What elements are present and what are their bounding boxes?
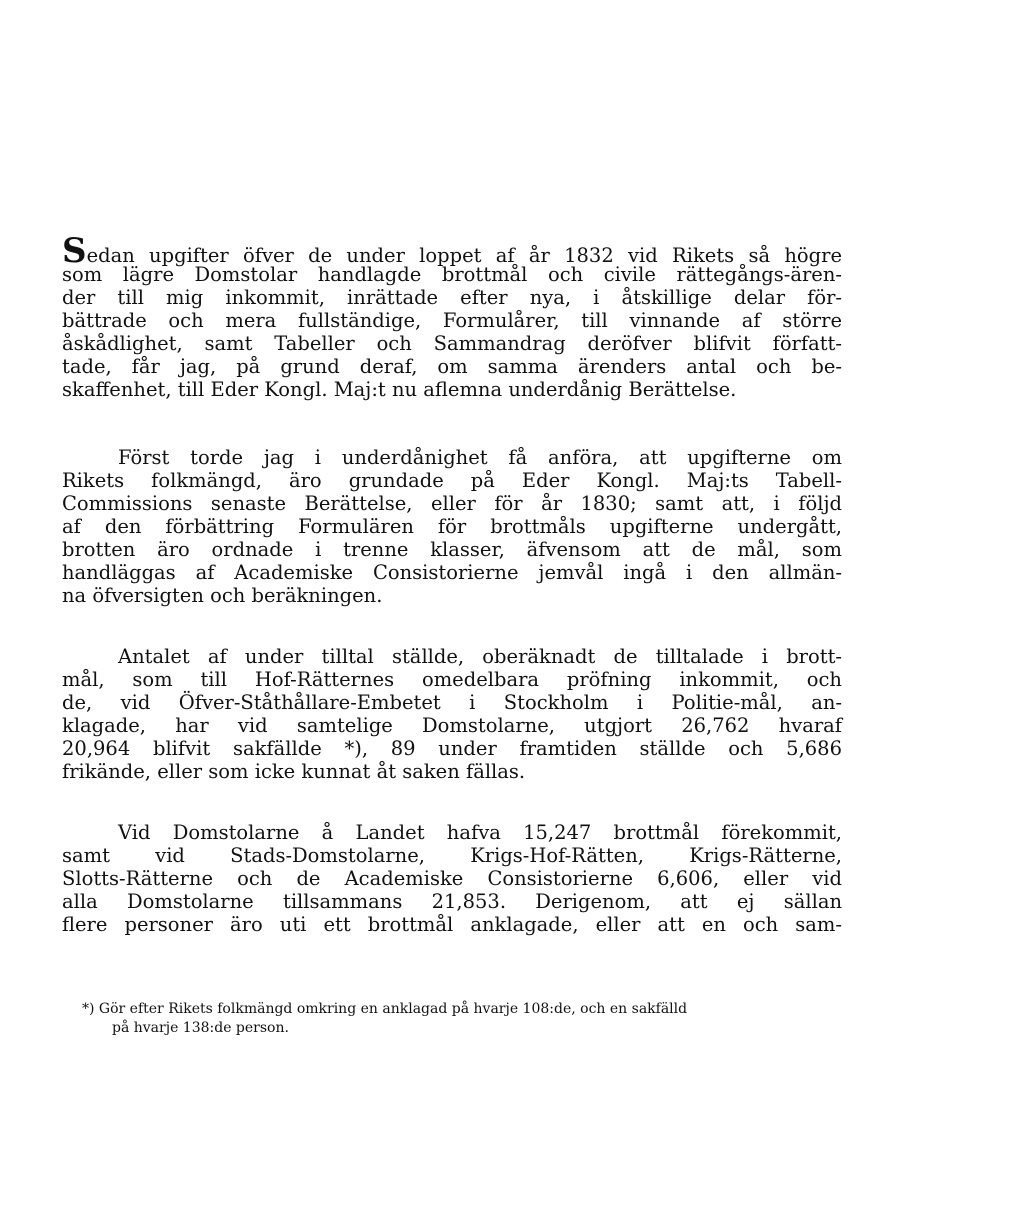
- paragraph-3: [62, 645, 842, 783]
- text-line: tade, får jag, på grund deraf, om samma ärenders antal och be-: [62, 355, 842, 378]
- text-line: af den förbättring Formulären för brottmåls upgifterne undergått,: [62, 515, 842, 538]
- text-line: frikände, eller som icke kunnat åt saken fällas.: [62, 760, 526, 783]
- text-line: Vid Domstolarne å Landet hafva 15,247 brottmål förekommit,: [118, 821, 842, 844]
- text-line-content: edan upgifter öfver de under loppet af år 1832 vid Rikets så högre: [86, 244, 842, 267]
- text-line: na öfversigten och beräkningen.: [62, 584, 383, 607]
- text-line: der till mig inkommit, inrättade efter nya, i åtskillige delar för-: [62, 286, 842, 309]
- text-line: skaffenhet, till Eder Kongl. Maj:t nu aflemna underdånig Berättelse.: [62, 378, 737, 401]
- drop-cap: S: [62, 231, 87, 271]
- text-line: handläggas af Academiske Consistorierne jemvål ingå i den allmän-: [62, 561, 842, 584]
- text-line: som lägre Domstolar handlagde brottmål och civile rättegångs-ären-: [62, 263, 842, 286]
- text-line: Först torde jag i underdånighet få anföra, att upgifterne om: [118, 446, 842, 469]
- text-line: [62, 231, 842, 271]
- text-line: bättrade och mera fullständige, Formulårer, till vinnande af större: [62, 309, 842, 332]
- footnote-text: Gör efter Rikets folkmängd omkring en anklagad på hvarje 108:de, och en sakfälld: [98, 1001, 688, 1017]
- text-line: flere personer äro uti ett brottmål anklagade, eller att en och sam-: [62, 913, 842, 936]
- text-line: klagade, har vid samtelige Domstolarne, utgjort 26,762 hvaraf: [62, 714, 842, 737]
- text-line: Slotts-Rätterne och de Academiske Consistorierne 6,606, eller vid: [62, 867, 842, 890]
- text-line: mål, som till Hof-Rätternes omedelbara pröfning inkommit, och: [62, 668, 842, 691]
- text-line: brotten äro ordnade i trenne klasser, äfvensom att de mål, som: [62, 538, 842, 561]
- text-line: Commissions senaste Berättelse, eller för år 1830; samt att, i följd: [62, 492, 842, 515]
- footnote-line: på hvarje 138:de person.: [112, 1020, 289, 1036]
- footnote-marker: *): [82, 1001, 95, 1017]
- paragraph-2: [62, 446, 842, 607]
- text-line: åskådlighet, samt Tabeller och Sammandrag deröfver blifvit författ-: [62, 332, 842, 355]
- paragraph-1: [62, 231, 842, 401]
- text-line: Antalet af under tilltal ställde, oberäknadt de tilltalade i brott-: [118, 645, 842, 668]
- text-line: alla Domstolarne tillsammans 21,853. Derigenom, att ej sällan: [62, 890, 842, 913]
- text-line: Rikets folkmängd, äro grundade på Eder Kongl. Maj:ts Tabell-: [62, 469, 842, 492]
- paragraph-4: [62, 821, 842, 936]
- footnote-line: [82, 1000, 842, 1019]
- text-line: samt vid Stads-Domstolarne, Krigs-Hof-Rätten, Krigs-Rätterne,: [62, 844, 842, 867]
- text-line: de, vid Öfver-Ståthållare-Embetet i Stockholm i Politie-mål, an-: [62, 691, 842, 714]
- text-line: 20,964 blifvit sakfällde *), 89 under framtiden ställde och 5,686: [62, 737, 842, 760]
- footnote: [82, 1000, 842, 1038]
